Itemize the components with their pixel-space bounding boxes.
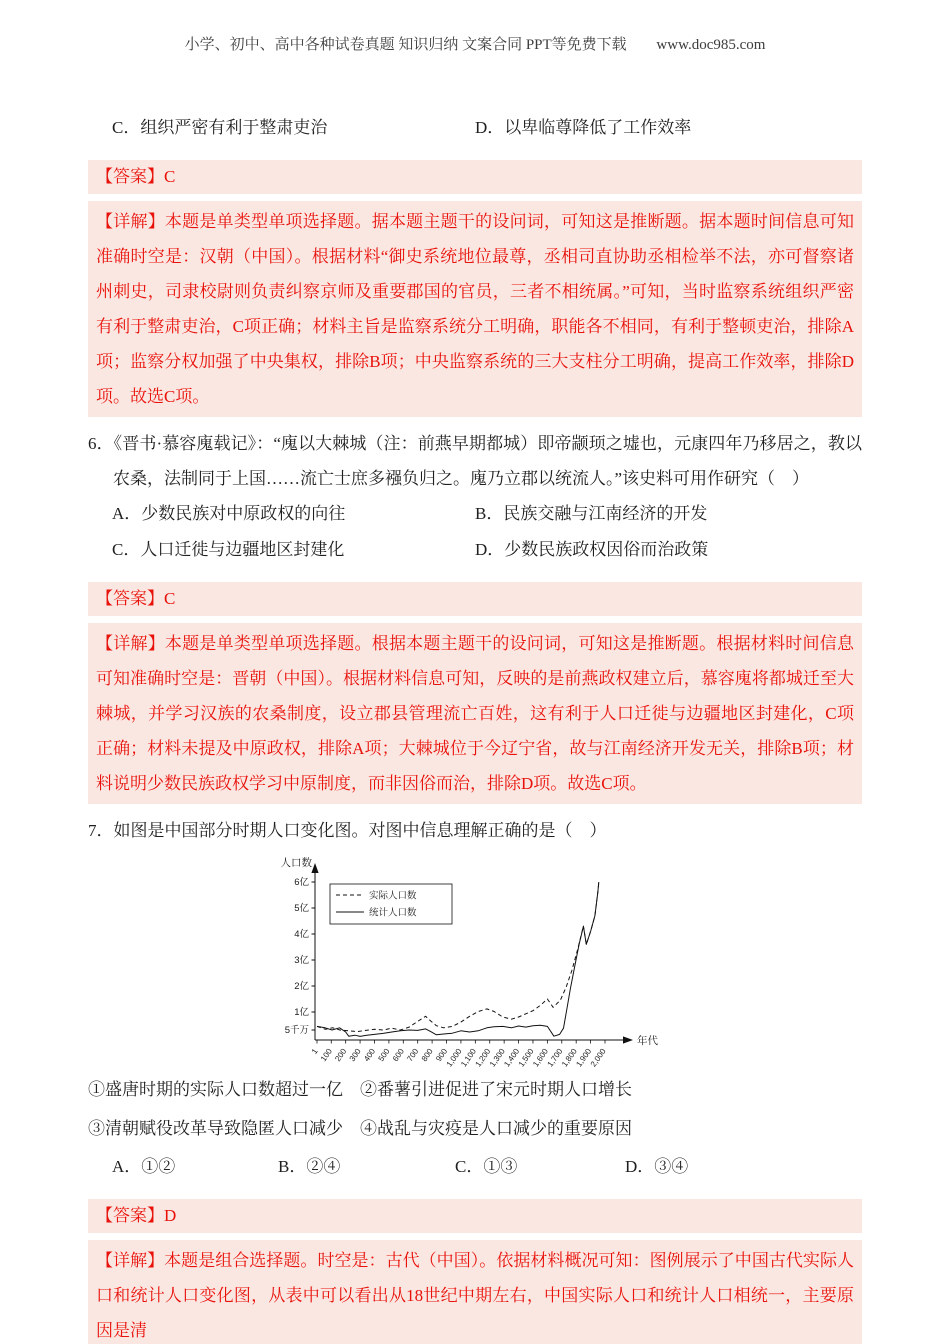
q7-option-d: D．③④: [625, 1157, 689, 1177]
q5-option-c: C．组织严密有利于整肃吏治: [112, 118, 328, 137]
q6-option-b: B．民族交融与江南经济的开发: [475, 504, 708, 524]
svg-text:1: 1: [309, 1047, 320, 1057]
svg-text:900: 900: [434, 1047, 450, 1064]
svg-text:1,300: 1,300: [487, 1047, 507, 1069]
q7-statements-line1: ①盛唐时期的实际人口数超过一亿 ②番薯引进促进了宋元时期人口增长: [88, 1080, 632, 1100]
q6-answer-block: 【答案】C: [88, 582, 862, 616]
svg-text:300: 300: [347, 1047, 363, 1064]
population-chart: [260, 854, 660, 1069]
q7-options-row: [88, 1149, 862, 1185]
q5-answer-block: 【答案】C: [88, 160, 862, 194]
svg-text:4亿: 4亿: [294, 929, 309, 941]
q6-options-row-cd: [88, 532, 862, 568]
svg-text:500: 500: [376, 1047, 392, 1064]
svg-text:实际人口数: 实际人口数: [369, 890, 417, 902]
svg-text:人口数: 人口数: [280, 857, 312, 870]
svg-text:6亿: 6亿: [294, 877, 309, 889]
svg-text:1,700: 1,700: [545, 1047, 565, 1069]
svg-text:700: 700: [405, 1047, 421, 1064]
q7-option-a: A．①②: [112, 1157, 176, 1177]
svg-text:2亿: 2亿: [294, 981, 309, 993]
q6-option-a: A．少数民族对中原政权的向往: [112, 504, 346, 524]
q6-options-row-ab: [88, 496, 862, 532]
svg-text:1,200: 1,200: [473, 1047, 493, 1069]
svg-text:统计人口数: 统计人口数: [369, 907, 417, 919]
svg-text:1亿: 1亿: [294, 1007, 309, 1019]
svg-text:1,400: 1,400: [502, 1047, 522, 1069]
svg-text:1,900: 1,900: [574, 1047, 594, 1069]
q7-statements-line2: ③清朝赋役改革导致隐匿人口减少 ④战乱与灾疫是人口减少的重要原因: [88, 1119, 632, 1139]
svg-text:5亿: 5亿: [294, 903, 309, 915]
page-header: [88, 0, 862, 54]
header-promo-text: 小学、初中、高中各种试卷真题 知识归纳 文案合同 PPT等免费下载: [184, 37, 627, 53]
q5-options-row: [88, 110, 862, 146]
q5-analysis-block: 【详解】本题是单类型单项选择题。据本题主题干的设问词，可知这是推断题。据本题时间信息可知准确时空是：汉朝（中国）。根据材料“御史系统地位最尊，丞相司直协助丞相检举不法，亦可督察诸州刺史，司隶校尉则负责纠察京师及重要郡国的官员，三者不相统属。”可知，当时监察系统组织严密有利于整肃吏治，C项正确；材料主旨是监察系统分工明确，职能各不相同，有利于整顿吏治，排除A项；监察分权加强了中央集权，排除B项；中央监察系统的三大支柱分工明确，提高工作效率，排除D项。故选C项。: [88, 201, 862, 417]
population-chart-svg: [260, 854, 660, 1069]
svg-text:400: 400: [362, 1047, 378, 1064]
q6-option-d: D．少数民族政权因俗而治政策: [475, 540, 709, 560]
q6-analysis-block: 【详解】本题是单类型单项选择题。根据本题主题干的设问词，可知这是推断题。根据材料时间信息可知准确时空是：晋朝（中国）。根据材料信息可知，反映的是前燕政权建立后，慕容廆将都城迁至大棘城，并学习汉族的农桑制度，设立郡县管理流亡百姓，这有利于人口迁徙与边疆地区封建化，C项正确；材料未提及中原政权，排除A项；大棘城位于今辽宁省，故与江南经济开发无关，排除B项；材料说明少数民族政权学习中原制度，而非因俗而治，排除D项。故选C项。: [88, 623, 862, 804]
svg-text:年代: 年代: [637, 1035, 658, 1048]
q6-option-c: C．人口迁徙与边疆地区封建化: [112, 540, 345, 560]
q7-answer-block: 【答案】D: [88, 1199, 862, 1233]
svg-text:1,800: 1,800: [559, 1047, 579, 1069]
q6-stem: 6．《晋书·慕容廆载记》：“廆以大棘城（注：前燕早期都城）即帝颛顼之墟也，元康四年乃移居之，教以农桑，法制同于上国……流亡士庶多襁负归之。廆乃立郡以统流人。”该史料可用作研究（ ）: [88, 434, 862, 489]
header-site-url: www.doc985.com: [656, 37, 766, 53]
svg-text:1,600: 1,600: [531, 1047, 551, 1069]
svg-text:2,000: 2,000: [588, 1047, 608, 1069]
q7-analysis-block: 【详解】本题是组合选择题。时空是：古代（中国）。依据材料概况可知：图例展示了中国古代实际人口和统计人口变化图，从表中可以看出从18世纪中期左右，中国实际人口和统计人口相统一，主要原因是清: [88, 1240, 862, 1344]
svg-text:5千万: 5千万: [284, 1025, 309, 1037]
q7-option-b: B．②④: [278, 1157, 341, 1177]
svg-text:100: 100: [318, 1047, 334, 1064]
svg-text:600: 600: [390, 1047, 406, 1064]
q5-option-d: D．以卑临尊降低了工作效率: [475, 118, 692, 137]
svg-text:1,100: 1,100: [459, 1047, 478, 1069]
q7-option-c: C．①③: [455, 1157, 518, 1177]
svg-text:3亿: 3亿: [294, 955, 309, 967]
q7-stem: 7．如图是中国部分时期人口变化图。对图中信息理解正确的是（ ）: [88, 821, 607, 841]
svg-text:1,000: 1,000: [444, 1047, 464, 1069]
svg-text:1,500: 1,500: [516, 1047, 536, 1069]
svg-text:200: 200: [333, 1047, 349, 1064]
svg-text:800: 800: [419, 1047, 435, 1064]
